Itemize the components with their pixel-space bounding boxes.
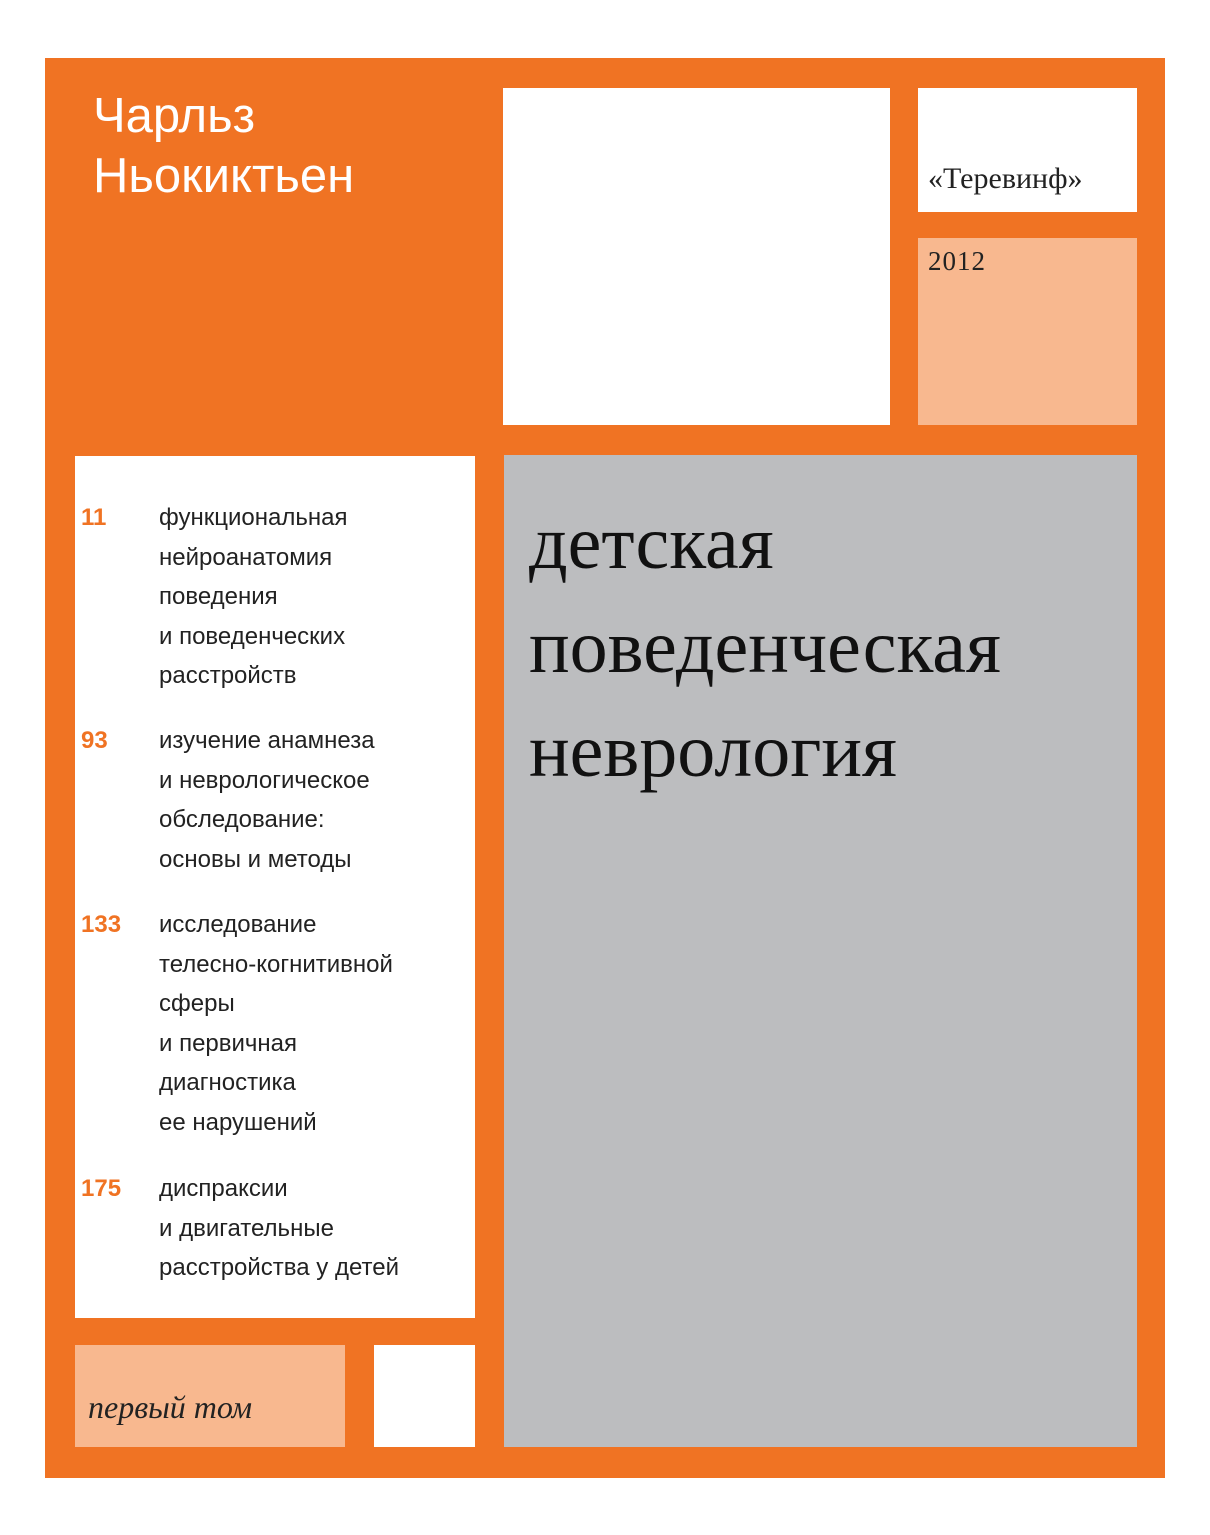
toc-chapter-title: диспраксии и двигательные расстройства у детей [159, 1175, 399, 1281]
title-block [504, 455, 1137, 1447]
book-title-line: детская [529, 501, 774, 585]
toc-page-number: 11 [81, 504, 107, 531]
table-of-contents [75, 456, 475, 1318]
decorative-white-square [374, 1345, 475, 1447]
volume-block [75, 1345, 345, 1447]
volume-label: первый том [88, 1389, 253, 1425]
toc-page-number: 175 [81, 1175, 122, 1202]
toc-chapter-title: исследование телесно-когнитивной сферы и первичная диагностика ее нарушений [159, 911, 393, 1136]
book-cover [45, 58, 1165, 1478]
publisher-name: «Теревинф» [928, 162, 1083, 195]
toc-page-number: 133 [81, 911, 122, 938]
author-last-name: Ньокиктьен [93, 149, 355, 203]
decorative-white-block [503, 88, 890, 425]
author-first-name: Чарльз [93, 89, 256, 143]
toc-page-number: 93 [81, 727, 108, 754]
toc-chapter-title: функциональная нейроанатомия поведения и поведенческих расстройств [159, 504, 348, 689]
book-title-line: неврология [529, 709, 898, 793]
publication-year: 2012 [928, 246, 986, 276]
author-name [93, 86, 354, 206]
book-title [529, 491, 1001, 803]
book-title-line: поведенческая [529, 605, 1001, 689]
year-block [918, 238, 1137, 425]
toc-chapter-title: изучение анамнеза и неврологическое обследование: основы и методы [159, 727, 375, 873]
publisher-block [918, 88, 1137, 212]
